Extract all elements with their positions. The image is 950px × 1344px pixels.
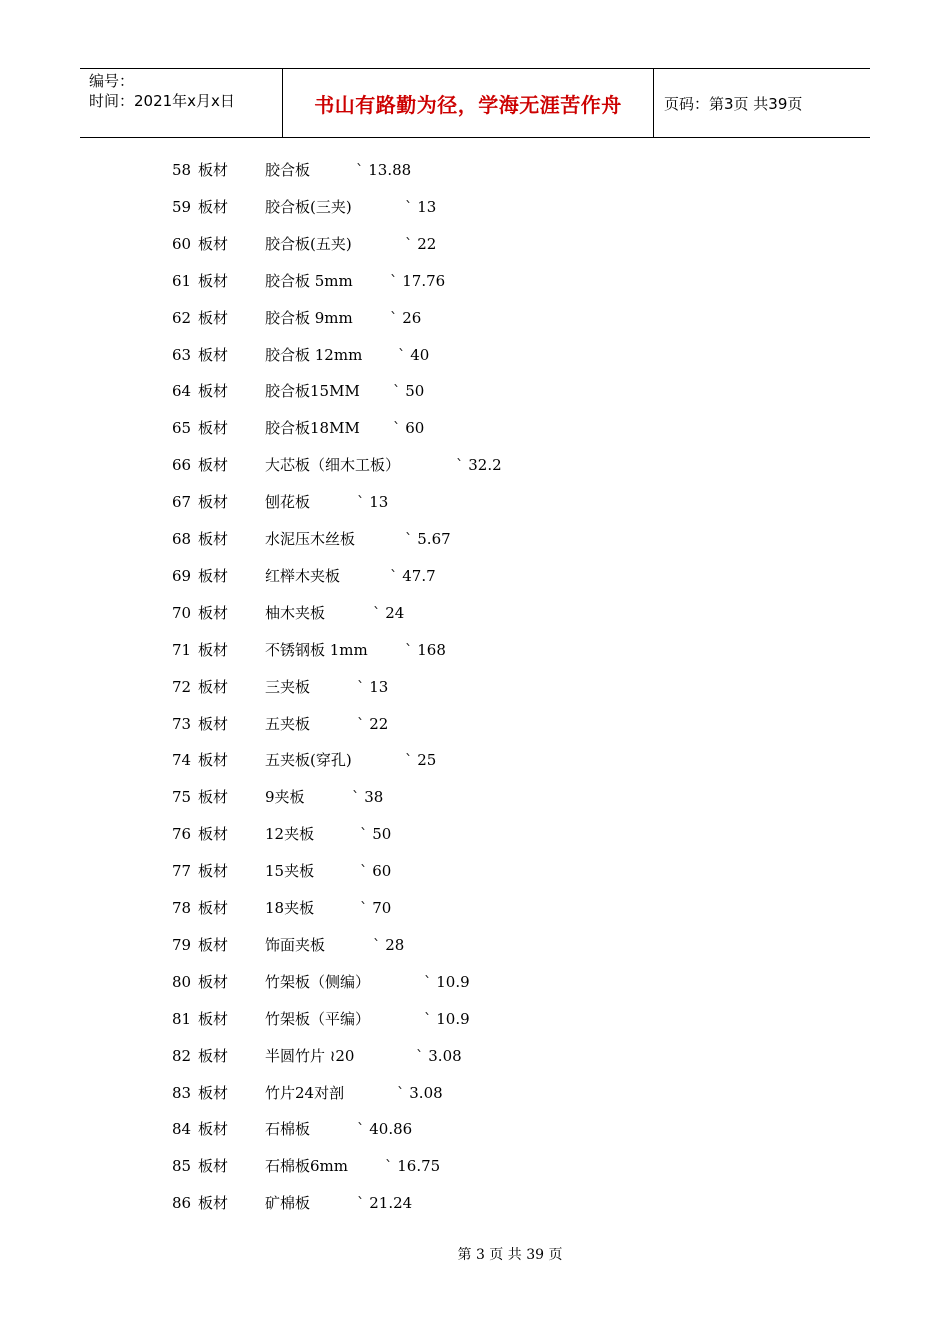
item-price: ` 32.2 <box>456 456 502 475</box>
page-footer: 第 3 页 共 39 页 <box>457 1247 563 1263</box>
item-category: 板材 <box>198 862 229 881</box>
item-price: ` 22 <box>357 714 389 733</box>
item-price: ` 16.75 <box>385 1157 441 1176</box>
item-number: 76 <box>172 825 192 844</box>
item-category: 板材 <box>198 640 229 659</box>
item-category: 板材 <box>198 271 229 290</box>
item-name: 红榉木夹板 <box>265 566 341 585</box>
item-category: 板材 <box>198 972 229 991</box>
item-name: 12夹板 <box>265 825 315 844</box>
item-price: ` 5.67 <box>405 530 451 548</box>
item-category: 板材 <box>198 382 229 401</box>
item-number: 72 <box>172 677 192 696</box>
item-name: 18夹板 <box>265 899 315 917</box>
item-category: 板材 <box>198 899 229 917</box>
item-number: 65 <box>172 419 192 438</box>
item-number: 71 <box>172 640 192 659</box>
item-price: ` 70 <box>360 899 392 917</box>
item-price: ` 28 <box>373 935 405 954</box>
item-name: 胶合板 5mm <box>265 271 353 290</box>
item-category: 板材 <box>198 935 229 954</box>
item-number: 84 <box>172 1120 192 1139</box>
item-price: ` 17.76 <box>390 271 446 290</box>
item-name: 石棉板 <box>265 1120 311 1139</box>
item-name: 胶合板 9mm <box>265 308 353 327</box>
item-price: ` 3.08 <box>416 1046 462 1065</box>
item-price: ` 50 <box>360 825 392 844</box>
item-price: ` 26 <box>390 308 422 327</box>
item-number: 63 <box>172 345 192 364</box>
item-name: 15夹板 <box>265 862 315 881</box>
item-name: 石棉板6mm <box>265 1157 348 1176</box>
item-category: 板材 <box>198 161 229 179</box>
item-name: 胶合板(五夹) <box>265 234 352 253</box>
item-category: 板材 <box>198 1083 229 1102</box>
item-name: 胶合板(三夹) <box>265 197 352 216</box>
item-category: 板材 <box>198 1157 229 1176</box>
item-name: 五夹板(穿孔) <box>265 751 352 770</box>
item-price: ` 40.86 <box>357 1120 413 1139</box>
item-number: 69 <box>172 566 192 585</box>
item-number: 85 <box>172 1157 192 1176</box>
item-price: ` 10.9 <box>424 1009 470 1028</box>
item-price: ` 47.7 <box>390 566 436 585</box>
item-number: 64 <box>172 382 192 401</box>
item-price: ` 60 <box>360 862 392 881</box>
header-page-label: 页码：第3页 共39页 <box>664 94 803 113</box>
item-name: 胶合板18MM <box>265 419 360 438</box>
item-name: 刨花板 <box>265 493 311 512</box>
item-name: 矿棉板 <box>265 1194 311 1213</box>
item-category: 板材 <box>198 714 229 733</box>
document-date-label: 时间：2021年x月x日 <box>89 92 235 110</box>
item-number: 58 <box>172 161 192 179</box>
page-header <box>80 68 870 138</box>
item-number: 82 <box>172 1046 192 1065</box>
item-price: ` 13 <box>357 677 389 696</box>
item-number: 70 <box>172 603 192 622</box>
item-number: 59 <box>172 197 192 216</box>
item-number: 73 <box>172 714 192 733</box>
item-price: ` 21.24 <box>357 1194 413 1213</box>
item-name: 竹架板（侧编） <box>265 972 371 991</box>
item-category: 板材 <box>198 788 229 807</box>
item-number: 68 <box>172 530 192 548</box>
item-number: 78 <box>172 899 192 917</box>
item-price: ` 24 <box>373 603 405 622</box>
document-number-label: 编号： <box>89 72 135 90</box>
item-category: 板材 <box>198 751 229 770</box>
item-name: 五夹板 <box>265 714 311 733</box>
item-name: 胶合板 12mm <box>265 345 363 364</box>
item-name: 大芯板（细木工板） <box>265 456 401 475</box>
item-price: ` 13 <box>405 197 437 216</box>
item-price: ` 3.08 <box>397 1083 443 1102</box>
item-price: ` 50 <box>393 382 425 401</box>
item-price: ` 168 <box>405 640 446 659</box>
item-category: 板材 <box>198 825 229 844</box>
item-price: ` 38 <box>352 788 384 807</box>
item-category: 板材 <box>198 603 229 622</box>
item-category: 板材 <box>198 1009 229 1028</box>
item-number: 66 <box>172 456 192 475</box>
item-number: 62 <box>172 308 192 327</box>
item-name: 半圆竹片 ≀20 <box>265 1046 355 1065</box>
item-category: 板材 <box>198 308 229 327</box>
item-number: 67 <box>172 493 192 512</box>
item-price: ` 13 <box>357 493 389 512</box>
item-name: 三夹板 <box>265 677 311 696</box>
item-name: 不锈钢板 1mm <box>265 640 368 659</box>
item-price: ` 60 <box>393 419 425 438</box>
item-category: 板材 <box>198 456 229 475</box>
item-name: 竹架板（平编） <box>265 1009 371 1028</box>
item-category: 板材 <box>198 419 229 438</box>
item-category: 板材 <box>198 197 229 216</box>
item-price: ` 13.88 <box>356 161 412 179</box>
item-category: 板材 <box>198 234 229 253</box>
item-name: 柚木夹板 <box>265 603 326 622</box>
item-price: ` 25 <box>405 751 437 770</box>
header-info <box>80 69 282 137</box>
item-number: 77 <box>172 862 192 881</box>
item-category: 板材 <box>198 566 229 585</box>
item-number: 74 <box>172 751 192 770</box>
item-name: 水泥压木丝板 <box>265 530 356 548</box>
item-price: ` 40 <box>398 345 430 364</box>
item-price: ` 22 <box>405 234 437 253</box>
item-name: 9夹板 <box>265 788 305 807</box>
item-number: 81 <box>172 1009 192 1028</box>
item-category: 板材 <box>198 1120 229 1139</box>
item-category: 板材 <box>198 1046 229 1065</box>
item-category: 板材 <box>198 493 229 512</box>
item-number: 86 <box>172 1194 192 1213</box>
item-category: 板材 <box>198 345 229 364</box>
item-number: 80 <box>172 972 192 991</box>
item-number: 61 <box>172 271 192 290</box>
item-number: 83 <box>172 1083 192 1102</box>
item-number: 60 <box>172 234 192 253</box>
item-number: 75 <box>172 788 192 807</box>
header-motto: 书山有路勤为径，学海无涯苦作舟 <box>282 69 654 137</box>
item-price: ` 10.9 <box>424 972 470 991</box>
item-category: 板材 <box>198 677 229 696</box>
item-category: 板材 <box>198 1194 229 1213</box>
item-number: 79 <box>172 935 192 954</box>
item-name: 饰面夹板 <box>265 935 326 954</box>
item-name: 胶合板 <box>265 161 311 179</box>
item-category: 板材 <box>198 530 229 548</box>
item-name: 竹片24对剖 <box>265 1083 345 1102</box>
item-name: 胶合板15MM <box>265 382 360 401</box>
